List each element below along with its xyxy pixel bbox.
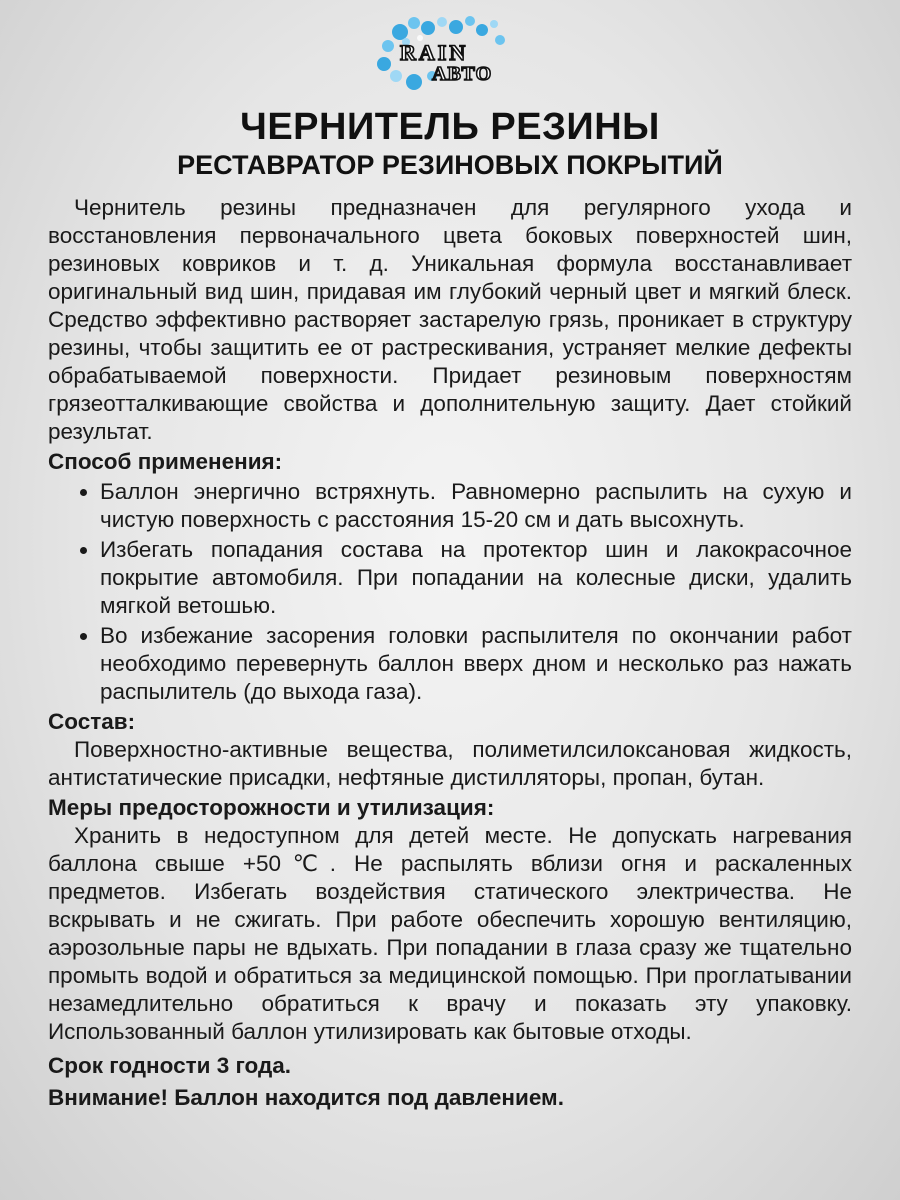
composition-heading: Состав: xyxy=(48,709,136,734)
pressure-warning: Внимание! Баллон находится под давлением. xyxy=(48,1085,564,1110)
logo-text-top: RAIN xyxy=(400,40,469,65)
page-title: ЧЕРНИТЕЛЬ РЕЗИНЫ xyxy=(240,106,660,148)
usage-item: • Во избежание засорения головки распылителя по окончании работ необходимо перевернуть баллон вверх дном и несколько раз нажать распылитель (до выхода газа). xyxy=(100,622,852,706)
usage-list xyxy=(48,478,852,706)
usage-item: • Избегать попадания состава на протектор шин и лакокрасочное покрытие автомобиля. При попадании на колесные диски, удалить мягкой ветошью. xyxy=(100,536,852,620)
usage-item: • Баллон энергично встряхнуть. Равномерно распылить на сухую и чистую поверхность с расстояния 15-20 см и дать высохнуть. xyxy=(100,478,852,534)
shelf-life: Срок годности 3 года. xyxy=(48,1053,292,1078)
precautions-text: Хранить в недоступном для детей месте. Не допускать нагревания баллона свыше +50℃. Не распылять вблизи огня и раскаленных предметов. Избегать воздействия статического электричества. Не вскрывать и не сжигать. При работе обеспечить хорошую вентиляцию, аэрозольные пары не вдыхать. При попадании в глаза сразу же тщательно промыть водой и обратиться за медицинской помощью. При проглатывании незамедлительно обратиться к врачу и показать эту упаковку. Использованный баллон утилизировать как бытовые отходы. xyxy=(48,823,852,1044)
precautions-heading: Меры предосторожности и утилизация: xyxy=(48,795,495,820)
intro-paragraph: Чернитель резины предназначен для регулярного ухода и восстановления первоначального цвета боковых поверхностей шин, резиновых ковриков и т. д. Уникальная формула восстанавливает оригинальный вид шин, придавая им глубокий черный цвет и мягкий блеск. Средство эффективно растворяет застарелую грязь, проникает в структуру резины, чтобы защитить ее от растрескивания, устраняет мелкие дефекты обрабатываемой поверхности. Придает резиновым поверхностям грязеотталкивающие свойства и дополнительную защиту. Дает стойкий результат. xyxy=(48,195,852,444)
usage-heading: Способ применения: xyxy=(48,449,283,474)
logo-text-bottom: АВТО xyxy=(432,63,493,85)
rain-auto-logo xyxy=(370,14,540,92)
composition-text: Поверхностно-активные вещества, полиметилсилоксановая жидкость, антистатические присадки, нефтяные дистилляторы, пропан, бутан. xyxy=(48,737,852,790)
page-subtitle: РЕСТАВРАТОР РЕЗИНОВЫХ ПОКРЫТИЙ xyxy=(177,150,723,180)
description-body xyxy=(48,194,852,1112)
